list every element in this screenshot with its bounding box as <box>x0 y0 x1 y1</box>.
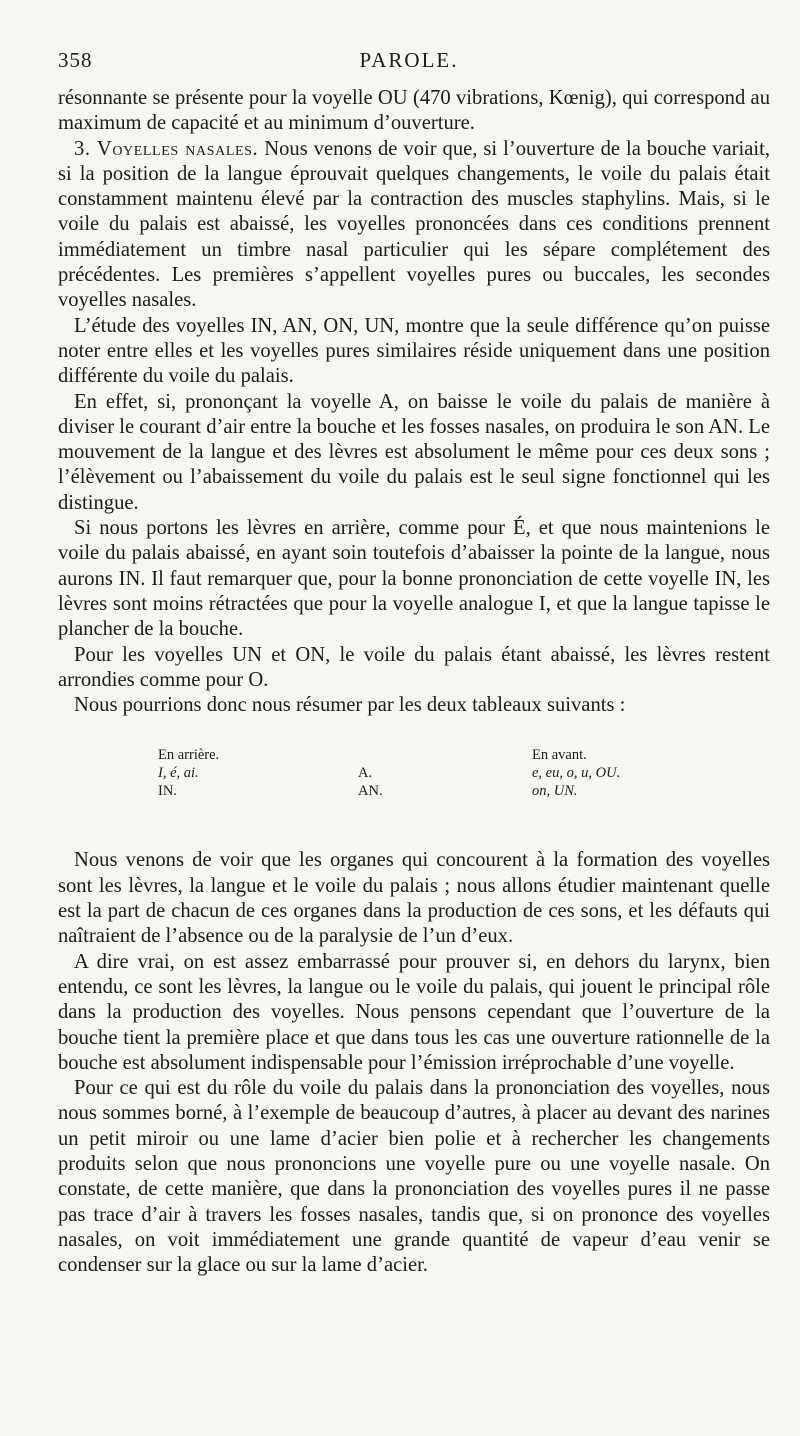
paragraph-3: En effet, si, prononçant la voyelle A, on baisse le voile du palais de manière à diviser le courant d’air entre la bouche et les fosses nasales, on produira le son AN. Le mouvement de la langue et des lèvres est absolument le même pour ces deux sons ; l’élèvement ou l’abaissement du voile du palais est le seul signe fonctionnel qui les distingue. <box>58 390 770 514</box>
paragraph-8: A dire vrai, on est assez embarrassé pour prouver si, en dehors du larynx, bien entendu, ce sont les lèvres, la langue ou le voile du palais, qui jouent le principal rôle dans la production des voyelles. Nous pensons cependant que l’ouverture de la bouche tient la première place et que dans tous les cas une ouverture rationnelle de la bouche est absolument indispensable pour l’émission irréprochable d’une voyelle. <box>58 950 770 1074</box>
running-title: PAROLE. <box>359 48 459 72</box>
paragraph-9: Pour ce qui est du rôle du voile du palais dans la prononciation des voyelles, nous nous sommes borné, à l’exemple de beaucoup d’autres, à placer au devant des narines un petit miroir ou une lame d’acier bien polie et à rechercher les changements produits selon que nous prononcions une voyelle pure ou une voyelle nasale. On constate, de cette manière, que dans la prononciation des voyelles pures il ne passe pas trace d’air à travers les fosses nasales, tandis que, si on prononce des voyelles nasales, on voit immédiatement une grande quantité de vapeur d’eau venir se condenser sur la glace ou sur la lame d’acier. <box>58 1077 770 1277</box>
page-number: 358 <box>58 48 93 72</box>
vowel-table-right-pure: e, eu, o, u, OU. <box>532 765 621 782</box>
vowel-table-left-column <box>158 746 219 800</box>
paragraph-6: Nous pourrions donc nous résumer par les deux tableaux suivants : <box>74 694 626 717</box>
paragraph-5: Pour les voyelles UN et ON, le voile du palais étant abaissé, les lèvres restent arrondies comme pour O. <box>58 643 770 691</box>
section-label-nasal-vowels: 3. Voyelles nasales. <box>74 137 259 160</box>
paragraph-2: L’étude des voyelles IN, AN, ON, UN, montre que la seule différence qu’on puisse noter entre elles et les voyelles pures similaires réside uniquement dans une position différente du voile du palais. <box>58 314 770 388</box>
paragraph-4: Si nous portons les lèvres en arrière, comme pour É, et que nous maintenions le voile du palais abaissé, en ayant soin toutefois d’abaisser la pointe de la langue, nous aurons IN. Il faut remarquer que, pour la bonne prononciation de cette voyelle IN, les lèvres sont moins rétractées que pour la voyelle analogue I, et que la langue tapisse le plancher de la bouche. <box>58 517 770 641</box>
vowel-table-right-header: En avant. <box>532 747 587 764</box>
vowel-table-right-nasal: on, UN. <box>532 783 578 800</box>
vowel-table-left-nasal: IN. <box>158 783 177 800</box>
vowel-table-middle-nasal: AN. <box>358 783 383 800</box>
vowel-table-left-pure: I, é, ai. <box>158 765 199 782</box>
paragraph-0: résonnante se présente pour la voyelle OU (470 vibrations, Kœnig), qui correspond au maximum de capacité et au minimum d’ouverture. <box>58 87 770 135</box>
vowel-table-middle-header-spacer <box>358 746 383 764</box>
page-header <box>58 48 760 78</box>
vowel-table-middle-pure: A. <box>358 765 373 782</box>
paragraph-1 <box>58 137 770 314</box>
paragraph-1-text: Nous venons de voir que, si l’ouverture de la bouche variait, si la position de la langue éprouvait quelques changements, le voile du palais était constamment maintenu élevé par la contraction des muscles staphylins. Mais, si le voile du palais est abaissé, les voyelles prononcées dans ces conditions prennent immédiatement un timbre nasal particulier qui les sépare complétement des précédentes. Les premières s’appellent voyelles pures ou buccales, les secondes voyelles nasales. <box>58 137 770 312</box>
table-spacing <box>58 802 770 848</box>
vowel-table-left-header: En arrière. <box>158 747 220 764</box>
vowel-table-right-column <box>532 746 620 800</box>
vowel-table-middle-column <box>358 746 383 800</box>
page-body <box>58 86 770 1278</box>
paragraph-7: Nous venons de voir que les organes qui concourent à la formation des voyelles sont les lèvres, la langue et le voile du palais ; nous allons étudier maintenant quelle est la part de chacun de ces organes dans la production de ces sons, et les défauts qui naîtraient de l’absence ou de la paralysie de l’un d’eux. <box>58 849 770 948</box>
vowel-table <box>58 746 770 802</box>
